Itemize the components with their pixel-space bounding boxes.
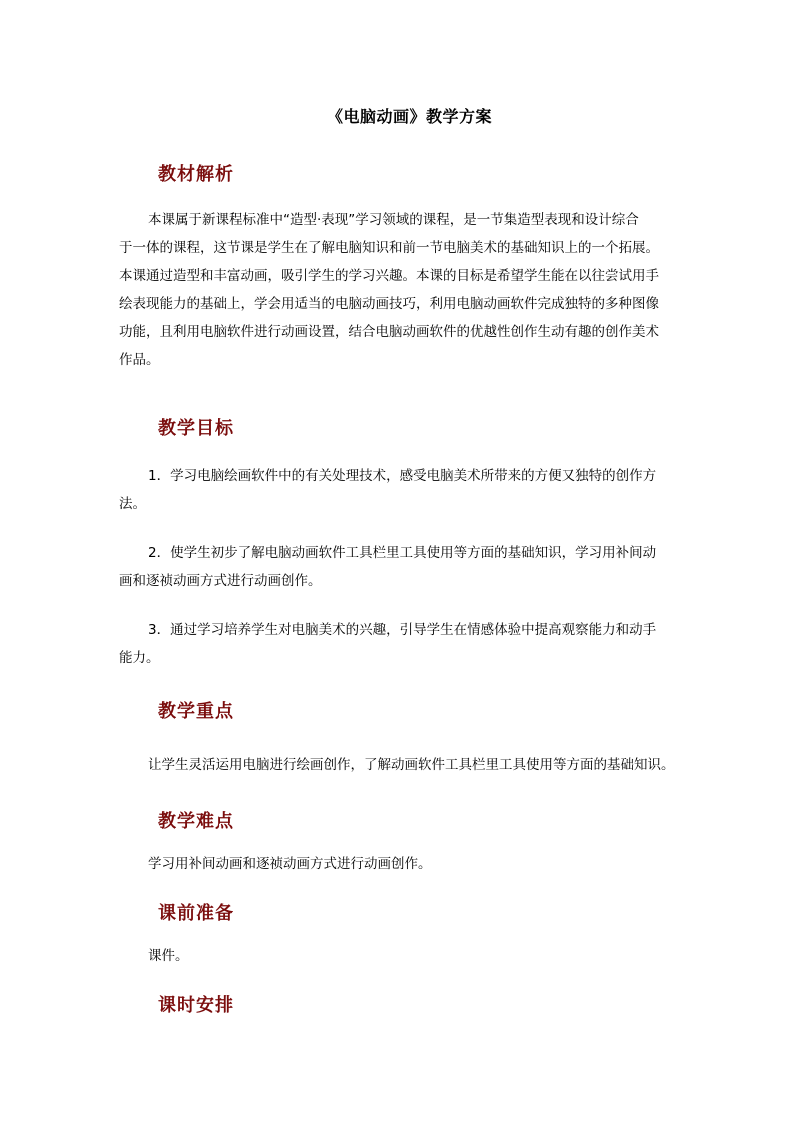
objective-3-line-1: 3．通过学习培养学生对电脑美术的兴趣，引导学生在情感体验中提高观察能力和动手: [148, 622, 657, 638]
section-heading-objectives: 教学目标: [158, 418, 234, 439]
analysis-line-4: 绘表现能力的基础上，学会用适当的电脑动画技巧，利用电脑动画软件完成独特的多种图像: [119, 296, 659, 312]
objective-1-line-2: 法。: [119, 496, 146, 512]
section-heading-schedule: 课时安排: [158, 995, 234, 1016]
analysis-line-2: 于一体的课程，这节课是学生在了解电脑知识和前一节电脑美术的基础知识上的一个拓展。: [119, 240, 659, 256]
objective-3-line-2: 能力。: [119, 650, 160, 666]
analysis-line-3: 本课通过造型和丰富动画，吸引学生的学习兴趣。本课的目标是希望学生能在以往尝试用手: [119, 268, 659, 284]
analysis-line-6: 作品。: [119, 352, 160, 368]
section-heading-difficulties: 教学难点: [158, 811, 234, 832]
section-heading-preparation: 课前准备: [158, 903, 234, 924]
document-title: 《电脑动画》教学方案: [327, 107, 493, 126]
difficulties-text: 学习用补间动画和逐祯动画方式进行动画创作。: [148, 856, 432, 872]
preparation-text: 课件。: [148, 948, 189, 964]
objective-2-line-2: 画和逐祯动画方式进行动画创作。: [119, 573, 322, 589]
objective-2-line-1: 2．使学生初步了解电脑动画软件工具栏里工具使用等方面的基础知识，学习用补间动: [148, 545, 657, 561]
analysis-line-5: 功能，且利用电脑软件进行动画设置，结合电脑动画软件的优越性创作生动有趣的创作美术: [119, 324, 659, 340]
key-points-text: 让学生灵活运用电脑进行绘画创作，了解动画软件工具栏里工具使用等方面的基础知识。: [148, 757, 675, 773]
objective-1-line-1: 1．学习电脑绘画软件中的有关处理技术，感受电脑美术所带来的方便又独特的创作方: [148, 468, 657, 484]
analysis-line-1: 本课属于新课程标准中“造型·表现”学习领域的课程，是一节集造型表现和设计综合: [148, 212, 639, 228]
section-heading-analysis: 教材解析: [158, 164, 234, 185]
section-heading-key-points: 教学重点: [158, 701, 234, 722]
